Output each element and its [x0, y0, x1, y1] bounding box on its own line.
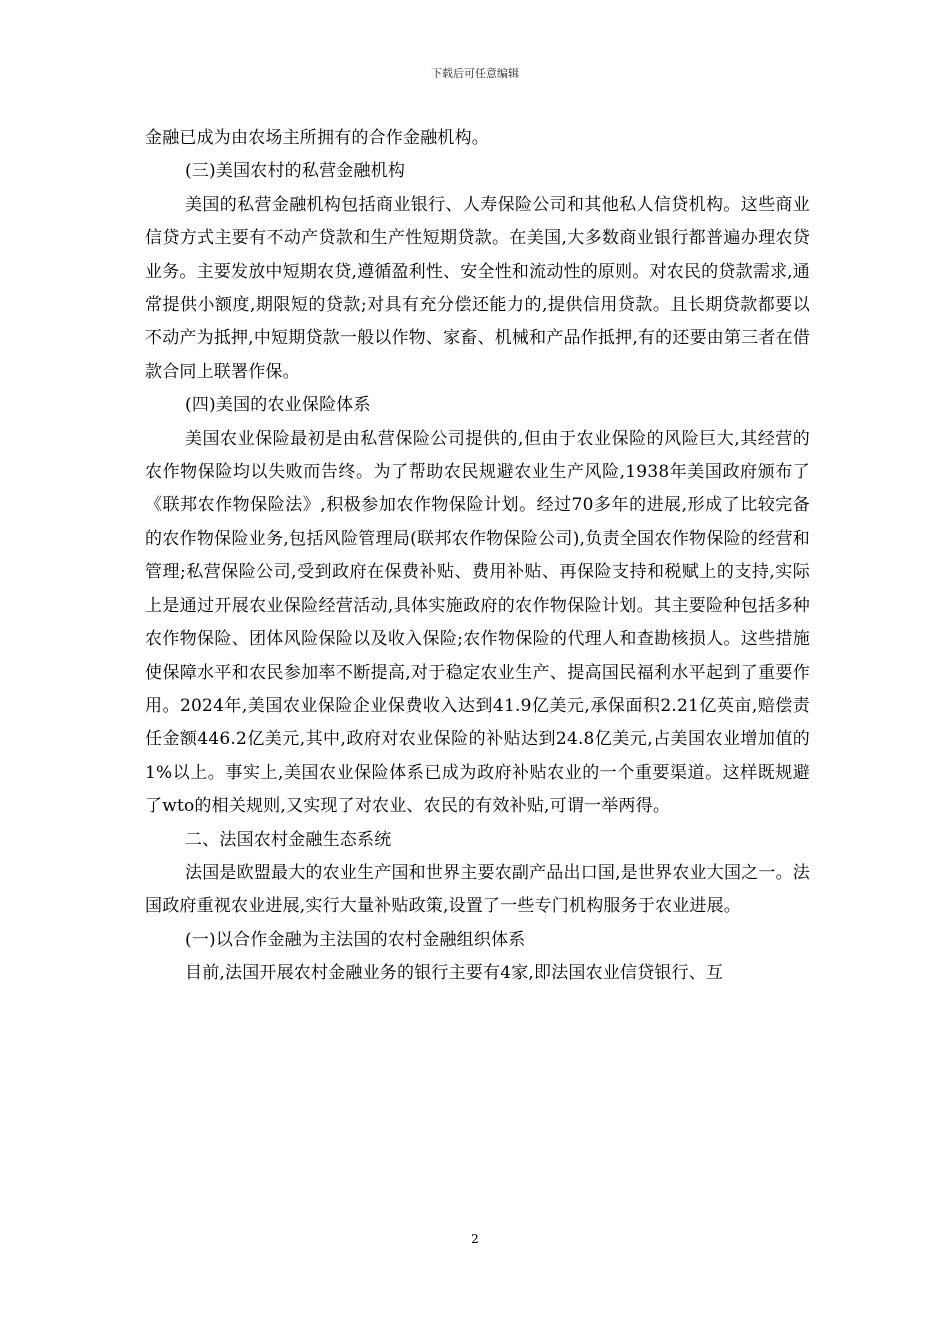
section-heading: 二、法国农村金融生态系统 [185, 829, 392, 850]
paragraph: 金融已成为由农场主所拥有的合作金融机构。 [145, 128, 489, 148]
page-number: 2 [471, 1232, 479, 1246]
paragraph: 美国的私营金融机构包括商业银行、人寿保险公司和其他私人信贷机构。这些商业信贷方式主要有不动产贷款和生产性短期贷款。在美国,大多数商业银行都普遍办理农贷业务。主要发放中短期农贷,遵循盈利性、安全性和流动性的原则。对农民的贷款需求,通常提供小额度,期限短的贷款;对具有充分偿还能力的,提供信用贷款。且长期贷款都要以不动产为抵押,中短期贷款一般以作物、家畜、机械和产品作抵押,有的还要由第三者在借款合同上联署作保。 [145, 194, 810, 382]
section-heading: (一)以合作金融为主法国的农村金融组织体系 [185, 929, 526, 950]
section-heading: (四)美国的农业保险体系 [185, 395, 371, 416]
document-body [145, 122, 810, 991]
page-header: 下载后可任意编辑 [431, 67, 519, 80]
section-heading: (三)美国农村的私营金融机构 [185, 161, 406, 182]
paragraph: 美国农业保险最初是由私营保险公司提供的,但由于农业保险的风险巨大,其经营的农作物保险均以失败而告终。为了帮助农民规避农业生产风险,1938年美国政府颁布了《联邦农作物保险法》,积极参加农作物保险计划。经过70多年的进展,形成了比较完备的农作物保险业务,包括风险管理局(联邦农作物保险公司),负责全国农作物保险的经营和管理;私营保险公司,受到政府在保费补贴、费用补贴、再保险支持和税赋上的支持,实际上是通过开展农业保险经营活动,具体实施政府的农作物保险计划。其主要险种包括多种农作物保险、团体风险保险以及收入保险;农作物保险的代理人和查勘核损人。这些措施使保障水平和农民参加率不断提高,对于稳定农业生产、提高国民福利水平起到了重要作用。2024年,美国农业保险企业保费收入达到41.9亿美元,承保面积2.21亿英亩,赔偿责任金额446.2亿美元,其中,政府对农业保险的补贴达到24.8亿美元,占美国农业增加值的1%以上。事实上,美国农业保险体系已成为政府补贴农业的一个重要渠道。这样既规避了wto的相关规则,又实现了对农业、农民的有效补贴,可谓一举两得。 [145, 428, 810, 817]
paragraph: 目前,法国开展农村金融业务的银行主要有4家,即法国农业信贷银行、互 [185, 963, 724, 984]
paragraph: 法国是欧盟最大的农业生产国和世界主要农副产品出口国,是世界农业大国之一。法国政府重视农业进展,实行大量补贴政策,设置了一些专门机构服务于农业进展。 [145, 862, 810, 917]
